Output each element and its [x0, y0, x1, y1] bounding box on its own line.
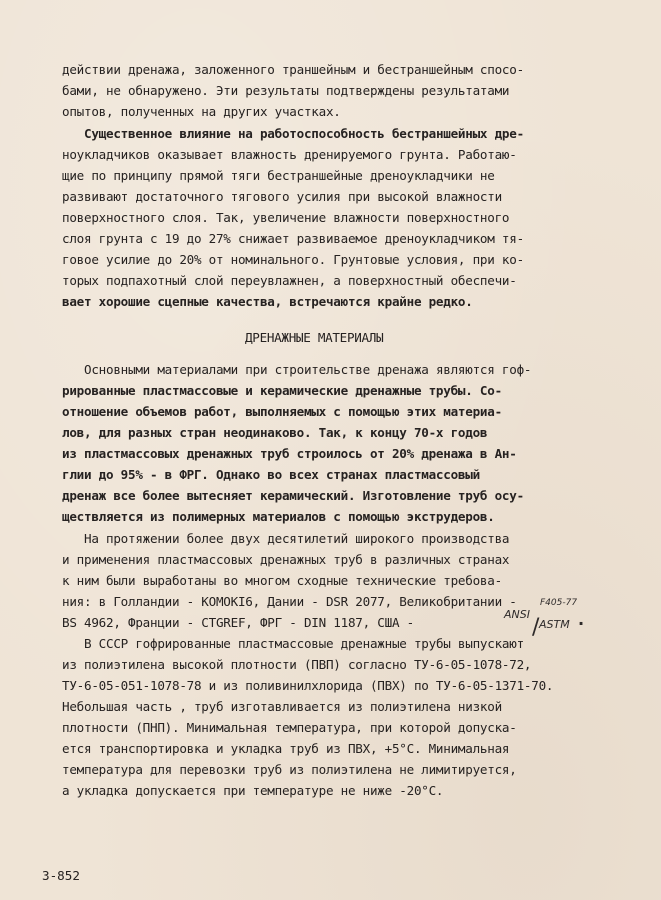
text-line: отношение объемов работ, выполняемых с помощью этих материа- — [62, 404, 502, 419]
text-line: ноукладчиков оказывает влажность дренируемого грунта. Работаю- — [62, 147, 517, 162]
text-line: Небольшая часть , труб изготавливается из полиэтилена низкой — [62, 699, 502, 714]
text-line: развивают достаточного тягового усилия при высокой влажности — [62, 189, 502, 204]
text-line: из полиэтилена высокой плотности (ПВП) согласно ТУ-6-05-1078-72, — [62, 657, 532, 672]
text-line: На протяжении более двух десятилетий широкого производства — [84, 531, 510, 546]
page-footer-code: 3-852 — [42, 868, 80, 883]
text-line: глии до 95% - в ФРГ. Однако во всех странах пластмассовый — [62, 467, 480, 482]
text-line: бами, не обнаружено. Эти результаты подтверждены результатами — [62, 83, 510, 98]
text-line: торых подпахотный слой переувлажнен, а поверхностный обеспечи- — [62, 273, 517, 288]
text-line: слоя грунта с 19 до 27% снижает развиваемое дреноукладчиком тя- — [62, 231, 524, 246]
text-line: температура для перевозки труб из полиэтилена не лимитируется, — [62, 762, 517, 777]
text-line: говое усилие до 20% от номинального. Грунтовые условия, при ко- — [62, 252, 524, 267]
text-line: опытов, полученных на других участках. — [62, 104, 341, 119]
text-line: и применения пластмассовых дренажных труб в различных странах — [62, 552, 510, 567]
text-line: ния: в Голландии - KOMOKI6, Дании - DSR 2077, Великобритании - — [62, 594, 517, 609]
text-line: BS 4962, Франции - CTGREF, ФРГ - DIN 1187, США - — [62, 615, 414, 630]
text-line: лов, для разных стран неодинаково. Так, к концу 70-х годов — [62, 425, 488, 440]
section-heading: ДРЕНАЖНЫЕ МАТЕРИАЛЫ — [245, 330, 384, 345]
text-line: поверхностного слоя. Так, увеличение влажности поверхностного — [62, 210, 510, 225]
text-line: плотности (ПНП). Минимальная температура, при которой допуска- — [62, 720, 517, 735]
text-line: рированные пластмассовые и керамические дренажные трубы. Со- — [62, 383, 502, 398]
text-line: ется транспортировка и укладка труб из ПВХ, +5°С. Минимальная — [62, 741, 510, 756]
text-line: щие по принципу прямой тяги бестраншейные дреноукладчики не — [62, 168, 495, 183]
text-line: к ним были выработаны во многом сходные технические требова- — [62, 573, 502, 588]
text-line: В СССР гофрированные пластмассовые дренажные трубы выпускают — [84, 636, 524, 651]
text-line: из пластмассовых дренажных труб строилось от 20% дренажа в Ан- — [62, 446, 517, 461]
text-line: Существенное влияние на работоспособность бестраншейных дре- — [84, 126, 524, 141]
text-line: вает хорошие сцепные качества, встречаются крайне редко. — [62, 294, 473, 309]
text-line: действии дренажа, заложенного траншейным и бестраншейным спосо- — [62, 62, 524, 77]
handwritten-note: . — [578, 610, 585, 629]
handwritten-note: ASTM — [539, 618, 570, 631]
handwritten-note: ANSI — [504, 608, 530, 621]
handwritten-slash: / — [532, 615, 540, 640]
text-line: ТУ-6-05-051-1078-78 и из поливинилхлорида (ПВХ) по ТУ-6-05-1371-70. — [62, 678, 554, 693]
text-line: Основными материалами при строительстве дренажа являются гоф- — [84, 362, 532, 377]
handwritten-note: F405-77 — [540, 598, 578, 608]
text-line: ществляется из полимерных материалов с помощью экструдеров. — [62, 509, 495, 524]
text-line: дренаж все более вытесняет керамический. Изготовление труб осу- — [62, 488, 524, 503]
text-line: а укладка допускается при температуре не ниже -20°С. — [62, 783, 444, 798]
